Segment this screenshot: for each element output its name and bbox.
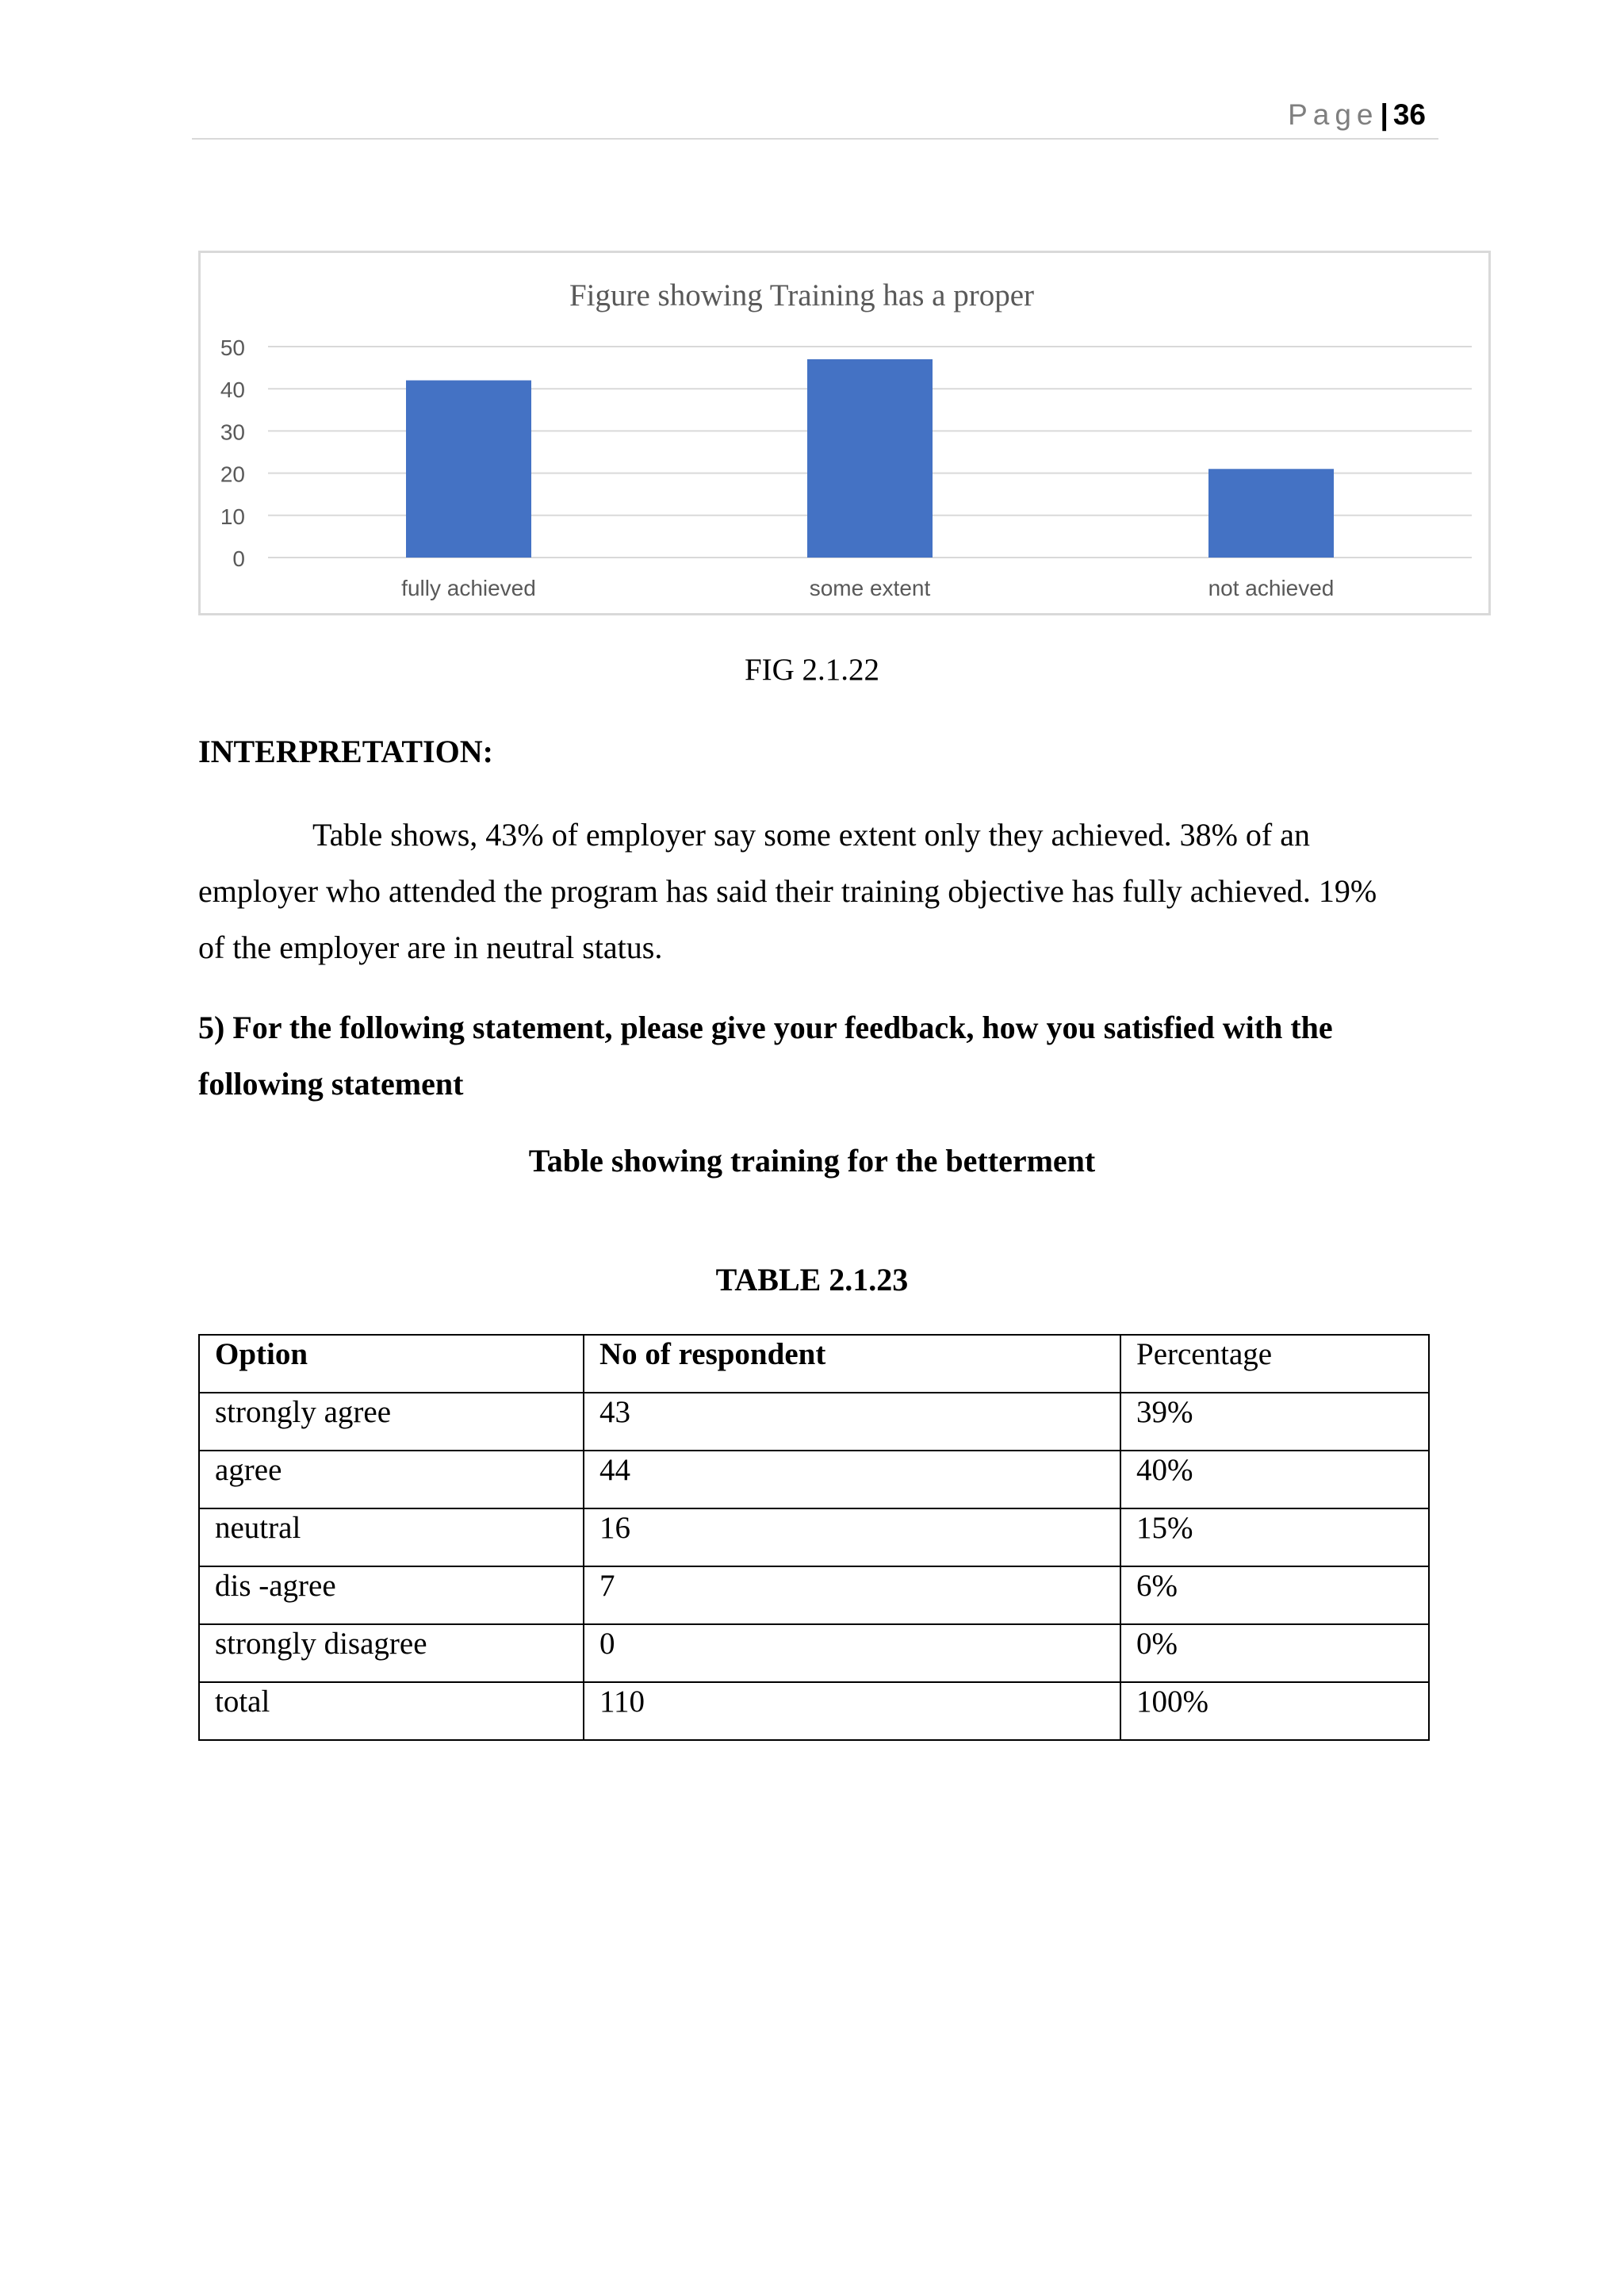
- figure-caption: FIG 2.1.22: [744, 653, 880, 687]
- table-header-row: [199, 1335, 1429, 1393]
- header-cell: Option: [199, 1335, 584, 1393]
- table-cell: 43: [584, 1393, 1120, 1451]
- data-table: [198, 1334, 1430, 1741]
- table-cell: 100%: [1120, 1682, 1429, 1740]
- y-tick-label: 50: [220, 335, 245, 360]
- page-number: [1288, 98, 1426, 132]
- table-cell: dis -agree: [199, 1566, 584, 1624]
- page-number-value: 36: [1392, 98, 1426, 131]
- table-cell: 0: [584, 1624, 1120, 1682]
- table-label: TABLE 2.1.23: [715, 1262, 909, 1297]
- header-cell: No of respondent: [584, 1335, 1120, 1393]
- bar: [807, 359, 933, 558]
- table-cell: total: [199, 1682, 584, 1740]
- bar-chart: [198, 251, 1491, 615]
- header-cell: Percentage: [1120, 1335, 1429, 1393]
- x-tick-label: some extent: [809, 576, 931, 600]
- y-tick-label: 40: [220, 378, 245, 403]
- table-row: [199, 1451, 1429, 1508]
- table-row: [199, 1566, 1429, 1624]
- y-tick-label: 0: [232, 546, 245, 571]
- table-cell: 39%: [1120, 1393, 1429, 1451]
- table-row: [199, 1393, 1429, 1451]
- page-label: Page: [1288, 98, 1379, 131]
- table-cell: neutral: [199, 1508, 584, 1566]
- table-cell: 110: [584, 1682, 1120, 1740]
- interpretation-line: employer who attended the program has said their training objective has fully achieved. 19%: [198, 873, 1377, 909]
- question-line: 5) For the following statement, please give your feedback, how you satisfied with the: [198, 1010, 1333, 1045]
- page-separator: |: [1380, 98, 1388, 131]
- chart-canvas: [201, 253, 1493, 618]
- table-cell: 40%: [1120, 1451, 1429, 1508]
- question-line: following statement: [198, 1066, 464, 1102]
- interpretation-heading: INTERPRETATION:: [198, 734, 493, 769]
- table-cell: 7: [584, 1566, 1120, 1624]
- table-cell: 0%: [1120, 1624, 1429, 1682]
- chart-x-axis: [401, 576, 1334, 600]
- table-row: [199, 1508, 1429, 1566]
- table-cell: strongly agree: [199, 1393, 584, 1451]
- bar: [1208, 469, 1334, 558]
- table-row: [199, 1682, 1429, 1740]
- x-tick-label: not achieved: [1208, 576, 1335, 600]
- question-text: [198, 999, 1435, 1112]
- y-tick-label: 20: [220, 462, 245, 487]
- table-cell: 44: [584, 1451, 1120, 1508]
- table-cell: strongly disagree: [199, 1624, 584, 1682]
- chart-title: Figure showing Training has a proper: [569, 278, 1035, 312]
- bar: [406, 381, 531, 558]
- y-tick-label: 30: [220, 420, 245, 445]
- table-row: [199, 1624, 1429, 1682]
- interpretation-paragraph: [198, 807, 1435, 976]
- table-cell: 15%: [1120, 1508, 1429, 1566]
- table-cell: agree: [199, 1451, 584, 1508]
- table-title: Table showing training for the betterment: [528, 1143, 1096, 1179]
- y-tick-label: 10: [220, 504, 245, 529]
- interpretation-line: of the employer are in neutral status.: [198, 930, 663, 965]
- table-cell: 6%: [1120, 1566, 1429, 1624]
- table-cell: 16: [584, 1508, 1120, 1566]
- x-tick-label: fully achieved: [401, 576, 536, 600]
- chart-y-axis: [220, 335, 245, 571]
- page-header: [192, 94, 1438, 140]
- interpretation-line: Table shows, 43% of employer say some extent only they achieved. 38% of an: [312, 817, 1310, 853]
